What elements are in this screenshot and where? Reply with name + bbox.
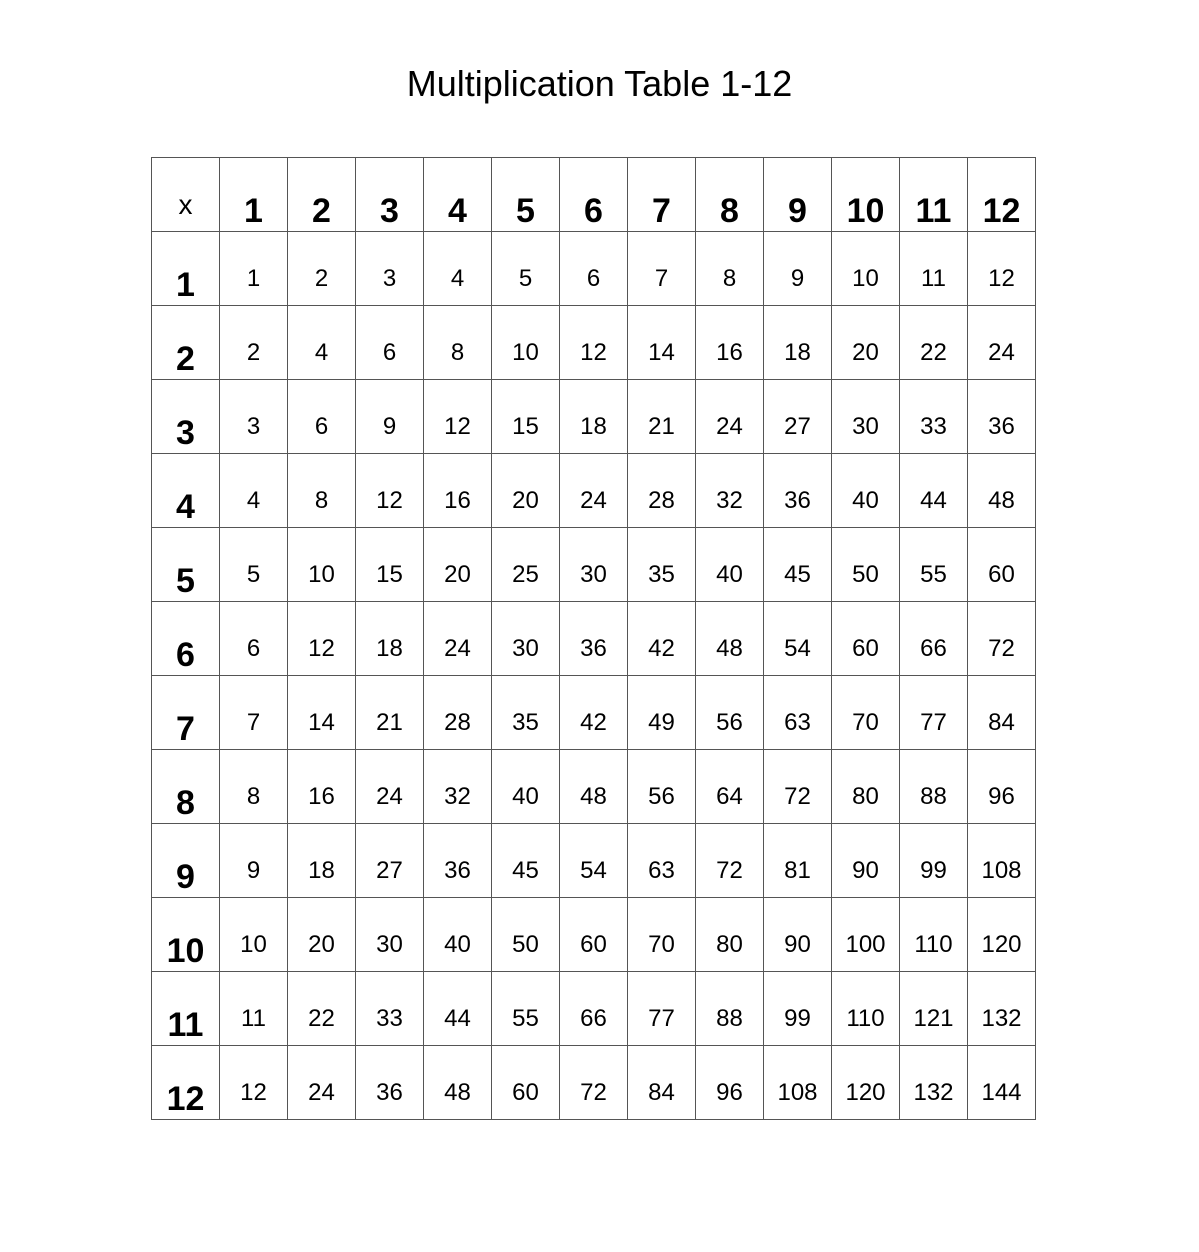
column-header-2: 2 xyxy=(288,158,356,232)
product-cell: 20 xyxy=(832,306,900,380)
row-header: 1 xyxy=(152,232,220,306)
product-cell: 72 xyxy=(968,602,1036,676)
product-cell: 42 xyxy=(560,676,628,750)
product-cell: 27 xyxy=(764,380,832,454)
row-header: 2 xyxy=(152,306,220,380)
column-header-4: 4 xyxy=(424,158,492,232)
product-cell: 66 xyxy=(900,602,968,676)
product-cell: 60 xyxy=(832,602,900,676)
product-cell: 88 xyxy=(696,972,764,1046)
product-cell: 1 xyxy=(220,232,288,306)
product-cell: 44 xyxy=(900,454,968,528)
product-cell: 8 xyxy=(220,750,288,824)
product-cell: 96 xyxy=(696,1046,764,1120)
product-cell: 3 xyxy=(356,232,424,306)
row-header: 6 xyxy=(152,602,220,676)
product-cell: 110 xyxy=(900,898,968,972)
product-cell: 99 xyxy=(764,972,832,1046)
product-cell: 28 xyxy=(628,454,696,528)
product-cell: 36 xyxy=(968,380,1036,454)
product-cell: 77 xyxy=(628,972,696,1046)
page-title: Multiplication Table 1-12 xyxy=(406,63,793,104)
product-cell: 50 xyxy=(832,528,900,602)
column-header-8: 8 xyxy=(696,158,764,232)
product-cell: 54 xyxy=(764,602,832,676)
product-cell: 27 xyxy=(356,824,424,898)
product-cell: 6 xyxy=(288,380,356,454)
product-cell: 15 xyxy=(356,528,424,602)
product-cell: 6 xyxy=(356,306,424,380)
product-cell: 36 xyxy=(764,454,832,528)
table-row xyxy=(152,750,1036,824)
column-header-1: 1 xyxy=(220,158,288,232)
product-cell: 24 xyxy=(696,380,764,454)
product-cell: 50 xyxy=(492,898,560,972)
product-cell: 90 xyxy=(764,898,832,972)
product-cell: 18 xyxy=(764,306,832,380)
product-cell: 10 xyxy=(288,528,356,602)
product-cell: 35 xyxy=(492,676,560,750)
product-cell: 144 xyxy=(968,1046,1036,1120)
column-header-9: 9 xyxy=(764,158,832,232)
product-cell: 30 xyxy=(832,380,900,454)
product-cell: 48 xyxy=(968,454,1036,528)
product-cell: 6 xyxy=(560,232,628,306)
product-cell: 10 xyxy=(492,306,560,380)
product-cell: 90 xyxy=(832,824,900,898)
product-cell: 54 xyxy=(560,824,628,898)
product-cell: 24 xyxy=(424,602,492,676)
product-cell: 4 xyxy=(220,454,288,528)
product-cell: 45 xyxy=(492,824,560,898)
product-cell: 132 xyxy=(900,1046,968,1120)
product-cell: 4 xyxy=(424,232,492,306)
product-cell: 56 xyxy=(696,676,764,750)
product-cell: 6 xyxy=(220,602,288,676)
row-header: 8 xyxy=(152,750,220,824)
product-cell: 4 xyxy=(288,306,356,380)
product-cell: 121 xyxy=(900,972,968,1046)
table-row xyxy=(152,528,1036,602)
product-cell: 8 xyxy=(288,454,356,528)
row-header: 11 xyxy=(152,972,220,1046)
product-cell: 7 xyxy=(628,232,696,306)
product-cell: 18 xyxy=(288,824,356,898)
row-header: 5 xyxy=(152,528,220,602)
column-header-7: 7 xyxy=(628,158,696,232)
product-cell: 21 xyxy=(628,380,696,454)
product-cell: 11 xyxy=(220,972,288,1046)
product-cell: 60 xyxy=(560,898,628,972)
product-cell: 64 xyxy=(696,750,764,824)
product-cell: 63 xyxy=(764,676,832,750)
product-cell: 40 xyxy=(492,750,560,824)
product-cell: 9 xyxy=(356,380,424,454)
product-cell: 33 xyxy=(900,380,968,454)
product-cell: 36 xyxy=(356,1046,424,1120)
product-cell: 18 xyxy=(560,380,628,454)
product-cell: 32 xyxy=(424,750,492,824)
product-cell: 72 xyxy=(696,824,764,898)
column-header-5: 5 xyxy=(492,158,560,232)
product-cell: 132 xyxy=(968,972,1036,1046)
product-cell: 16 xyxy=(424,454,492,528)
row-header: 3 xyxy=(152,380,220,454)
product-cell: 60 xyxy=(968,528,1036,602)
product-cell: 14 xyxy=(288,676,356,750)
product-cell: 11 xyxy=(900,232,968,306)
row-header: 12 xyxy=(152,1046,220,1120)
product-cell: 44 xyxy=(424,972,492,1046)
row-header: 4 xyxy=(152,454,220,528)
product-cell: 35 xyxy=(628,528,696,602)
product-cell: 60 xyxy=(492,1046,560,1120)
product-cell: 80 xyxy=(832,750,900,824)
product-cell: 9 xyxy=(764,232,832,306)
product-cell: 2 xyxy=(288,232,356,306)
table-row xyxy=(152,232,1036,306)
product-cell: 100 xyxy=(832,898,900,972)
product-cell: 40 xyxy=(832,454,900,528)
product-cell: 77 xyxy=(900,676,968,750)
product-cell: 99 xyxy=(900,824,968,898)
product-cell: 55 xyxy=(900,528,968,602)
product-cell: 5 xyxy=(492,232,560,306)
product-cell: 63 xyxy=(628,824,696,898)
product-cell: 12 xyxy=(424,380,492,454)
product-cell: 10 xyxy=(220,898,288,972)
table-row xyxy=(152,454,1036,528)
product-cell: 24 xyxy=(968,306,1036,380)
product-cell: 48 xyxy=(424,1046,492,1120)
table-row xyxy=(152,602,1036,676)
product-cell: 80 xyxy=(696,898,764,972)
product-cell: 22 xyxy=(288,972,356,1046)
product-cell: 108 xyxy=(764,1046,832,1120)
product-cell: 25 xyxy=(492,528,560,602)
product-cell: 30 xyxy=(560,528,628,602)
product-cell: 7 xyxy=(220,676,288,750)
product-cell: 2 xyxy=(220,306,288,380)
product-cell: 48 xyxy=(560,750,628,824)
table-row xyxy=(152,972,1036,1046)
product-cell: 20 xyxy=(492,454,560,528)
column-header-10: 10 xyxy=(832,158,900,232)
product-cell: 24 xyxy=(560,454,628,528)
product-cell: 70 xyxy=(628,898,696,972)
table-row xyxy=(152,306,1036,380)
column-header-12: 12 xyxy=(968,158,1036,232)
product-cell: 84 xyxy=(628,1046,696,1120)
product-cell: 55 xyxy=(492,972,560,1046)
table-body xyxy=(152,158,1036,1120)
table-row xyxy=(152,676,1036,750)
product-cell: 24 xyxy=(288,1046,356,1120)
row-header: 9 xyxy=(152,824,220,898)
product-cell: 48 xyxy=(696,602,764,676)
product-cell: 18 xyxy=(356,602,424,676)
product-cell: 21 xyxy=(356,676,424,750)
product-cell: 8 xyxy=(696,232,764,306)
product-cell: 110 xyxy=(832,972,900,1046)
product-cell: 24 xyxy=(356,750,424,824)
product-cell: 88 xyxy=(900,750,968,824)
corner-cell: x xyxy=(152,158,220,232)
column-header-3: 3 xyxy=(356,158,424,232)
product-cell: 120 xyxy=(968,898,1036,972)
column-header-6: 6 xyxy=(560,158,628,232)
product-cell: 15 xyxy=(492,380,560,454)
product-cell: 36 xyxy=(424,824,492,898)
product-cell: 66 xyxy=(560,972,628,1046)
table-row xyxy=(152,380,1036,454)
product-cell: 20 xyxy=(424,528,492,602)
column-header-11: 11 xyxy=(900,158,968,232)
product-cell: 120 xyxy=(832,1046,900,1120)
product-cell: 12 xyxy=(288,602,356,676)
product-cell: 20 xyxy=(288,898,356,972)
product-cell: 9 xyxy=(220,824,288,898)
product-cell: 84 xyxy=(968,676,1036,750)
product-cell: 22 xyxy=(900,306,968,380)
product-cell: 12 xyxy=(356,454,424,528)
product-cell: 12 xyxy=(968,232,1036,306)
product-cell: 45 xyxy=(764,528,832,602)
product-cell: 108 xyxy=(968,824,1036,898)
product-cell: 12 xyxy=(560,306,628,380)
product-cell: 36 xyxy=(560,602,628,676)
product-cell: 30 xyxy=(492,602,560,676)
product-cell: 42 xyxy=(628,602,696,676)
product-cell: 30 xyxy=(356,898,424,972)
product-cell: 14 xyxy=(628,306,696,380)
table-row xyxy=(152,824,1036,898)
row-header: 7 xyxy=(152,676,220,750)
product-cell: 33 xyxy=(356,972,424,1046)
product-cell: 28 xyxy=(424,676,492,750)
product-cell: 40 xyxy=(424,898,492,972)
product-cell: 72 xyxy=(764,750,832,824)
product-cell: 96 xyxy=(968,750,1036,824)
product-cell: 70 xyxy=(832,676,900,750)
multiplication-table xyxy=(151,157,1036,1120)
header-row xyxy=(152,158,1036,232)
row-header: 10 xyxy=(152,898,220,972)
product-cell: 56 xyxy=(628,750,696,824)
product-cell: 16 xyxy=(288,750,356,824)
product-cell: 12 xyxy=(220,1046,288,1120)
table-row xyxy=(152,898,1036,972)
product-cell: 32 xyxy=(696,454,764,528)
table-row xyxy=(152,1046,1036,1120)
product-cell: 49 xyxy=(628,676,696,750)
product-cell: 40 xyxy=(696,528,764,602)
product-cell: 8 xyxy=(424,306,492,380)
product-cell: 10 xyxy=(832,232,900,306)
product-cell: 72 xyxy=(560,1046,628,1120)
product-cell: 5 xyxy=(220,528,288,602)
product-cell: 81 xyxy=(764,824,832,898)
product-cell: 16 xyxy=(696,306,764,380)
product-cell: 3 xyxy=(220,380,288,454)
